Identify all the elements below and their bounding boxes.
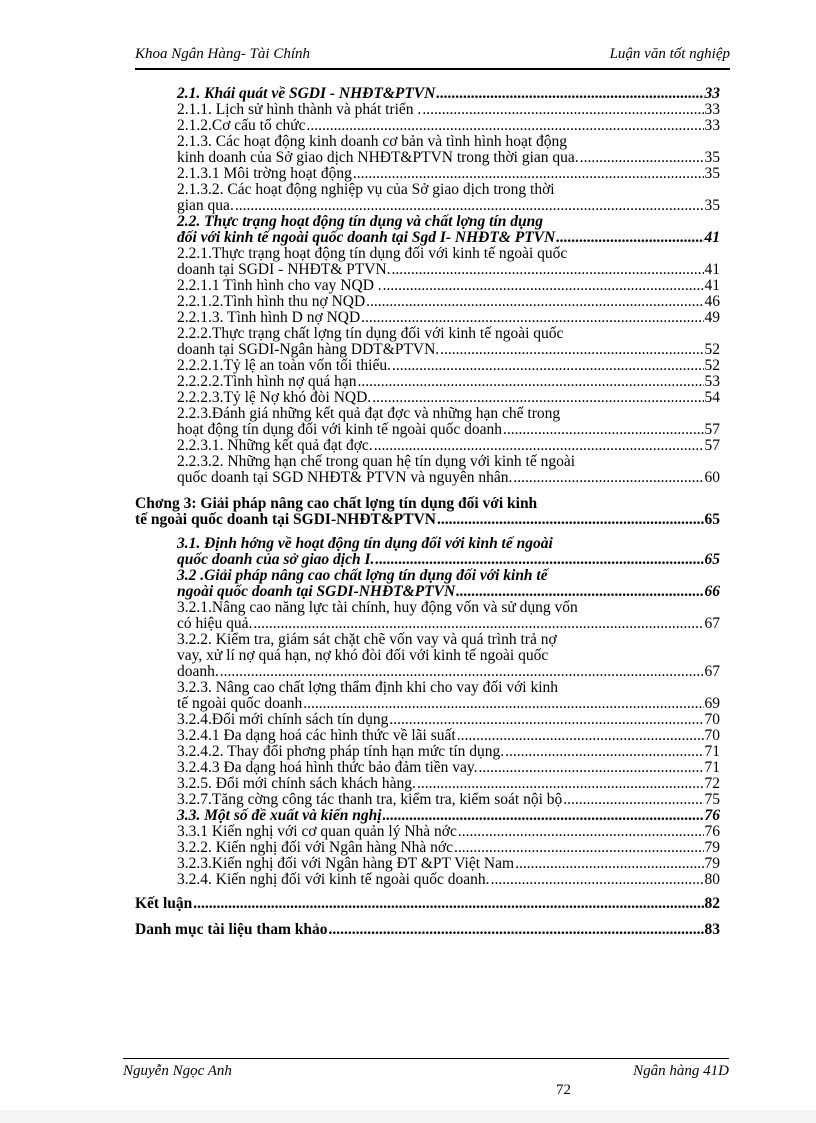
toc-leader-dots [436, 86, 703, 102]
footer-class: Ngân hàng 41D [633, 1063, 729, 1079]
toc-leader-dots [392, 262, 704, 278]
toc-entry [135, 454, 720, 486]
toc-entry [135, 358, 720, 374]
toc-entry [135, 600, 720, 632]
toc-entry [135, 536, 720, 568]
toc-entry [135, 896, 720, 912]
toc-entry-text: 2.2.2.2.Tình hình nợ quá hạn [177, 373, 357, 390]
toc-page-number: 67 [704, 615, 720, 632]
toc-page-number: 52 [704, 341, 720, 358]
toc-page-number: 76 [704, 807, 720, 824]
toc-page-number: 66 [704, 583, 720, 600]
header-faculty: Khoa Ngân Hàng- Tài Chính [135, 46, 311, 62]
toc-entry [135, 680, 720, 712]
toc-entry [135, 728, 720, 744]
toc-page-number: 33 [704, 101, 720, 118]
toc-entry-text: kinh doanh của Sở giao dịch NHĐT&PTVN trong thời gian qua. [177, 149, 579, 166]
toc-page-number: 35 [704, 165, 720, 182]
toc-page-number: 52 [704, 357, 720, 374]
toc-page-number: 53 [704, 373, 720, 390]
toc-entry-text: 3.2.2. Kiểm tra, giám sát chặt chẽ vốn vay và quá trình trả nợ [177, 631, 557, 648]
toc-entry-text: 2.1.3. Các hoạt động kinh doanh cơ bản và tình hình hoạt động [177, 133, 568, 150]
header-thesis-label: Luận văn tốt nghiệp [609, 46, 730, 62]
toc-leader-dots [366, 294, 703, 310]
toc-leader-dots [580, 150, 704, 166]
toc-entry-text: quốc doanh của sở giao dịch I. [177, 551, 375, 568]
toc-entry-text: 2.2.3.2. Những hạn chế trong quan hệ tín dụng với kinh tế ngoài [177, 453, 576, 470]
toc-entry-text: 2.1. Khái quát về SGDI - NHĐT&PTVN [177, 85, 436, 102]
toc-entry-text: 3.2.3.Kiến nghị đối với Ngân hàng ĐT &PT Việt Nam [177, 855, 515, 872]
toc-entry-text: Danh mục tài liệu tham khảo [135, 921, 328, 938]
toc-leader-dots [503, 422, 703, 438]
toc-entry-text: tế ngoài quốc doanh tại SGDI-NHĐT&PTVN [135, 511, 436, 528]
toc-leader-dots [458, 824, 704, 840]
toc-entry-text: 2.2.1.Thực trạng hoạt động tín dụng đối với kinh tế ngoài quốc [177, 245, 568, 262]
toc-entry [135, 374, 720, 390]
toc-entry-text: 2.1.3.2. Các hoạt động nghiệp vụ của Sở giao dịch trong thời [177, 181, 555, 198]
toc-page-number: 41 [704, 277, 720, 294]
toc-entry [135, 856, 720, 872]
toc-page-number: 49 [704, 309, 720, 326]
toc-entry-text: 2.2.2.1.Tỷ lệ an toàn vốn tối thiểu. [177, 357, 391, 374]
toc-entry-text: 3.3. Một số đề xuất và kiến nghị [177, 807, 382, 824]
toc-leader-dots [454, 840, 704, 856]
toc-entry [135, 294, 720, 310]
toc-entry [135, 246, 720, 278]
toc-leader-dots [491, 872, 704, 888]
toc-entry-text: doanh tại SGDI-Ngân hàng DDT&PTVN. [177, 341, 440, 358]
toc-entry-text: đối với kinh tế ngoài quốc doanh tại Sgd I- NHĐT& PTVN [177, 229, 556, 246]
toc-page-number: 46 [704, 293, 720, 310]
toc-entry [135, 840, 720, 856]
toc-entry [135, 166, 720, 182]
toc-leader-dots [392, 358, 704, 374]
toc-leader-dots [374, 438, 704, 454]
toc-leader-dots [361, 310, 703, 326]
toc-entry-text: 2.1.2.Cơ cấu tổ chức [177, 117, 306, 134]
toc-entry [135, 744, 720, 760]
toc-entry [135, 712, 720, 728]
toc-leader-dots [505, 744, 703, 760]
toc-entry [135, 776, 720, 792]
toc-page-number: 82 [704, 895, 720, 912]
toc-entry-text: 2.1.1. Lịch sử hình thành và phát triển . [177, 101, 422, 118]
toc-page-number: 80 [704, 871, 720, 888]
toc-page-number: 35 [704, 149, 720, 166]
toc-entry-text: 2.2.3.Đánh giá những kết quả đạt đợc và những hạn chế trong [177, 405, 561, 422]
toc-leader-dots [253, 616, 703, 632]
toc-leader-dots [513, 470, 703, 486]
toc-page-number: 70 [704, 711, 720, 728]
toc-leader-dots [563, 792, 703, 808]
toc-page-number: 71 [704, 743, 720, 760]
toc-page-number: 57 [704, 437, 720, 454]
toc-leader-dots [383, 278, 704, 294]
toc-entry-text: có hiệu quả. [177, 615, 253, 632]
toc-entry-text: 3.3.1 Kiến nghị với cơ quan quản lý Nhà nớc [177, 823, 457, 840]
toc-entry-text: doanh. [177, 663, 219, 680]
toc-entry [135, 632, 720, 680]
toc-page-number: 33 [704, 85, 720, 102]
toc-page-number: 75 [704, 791, 720, 808]
toc-entry [135, 102, 720, 118]
toc-entry-text: 3.2 .Giải pháp nâng cao chất lợng tín dụng đối với kinh tế [177, 567, 548, 584]
toc-entry-text: ngoài quốc doanh tại SGDI-NHĐT&PTVN [177, 583, 456, 600]
toc-page-number: 72 [704, 775, 720, 792]
toc-page-number: 83 [704, 921, 720, 938]
toc-leader-dots [307, 118, 704, 134]
toc-entry-text: gian qua. [177, 197, 234, 214]
toc-page-number: 79 [704, 855, 720, 872]
page-header [135, 44, 730, 70]
toc-entry [135, 278, 720, 294]
toc-entry [135, 406, 720, 438]
toc-leader-dots [440, 342, 703, 358]
toc-entry [135, 922, 720, 938]
toc-leader-dots [383, 808, 704, 824]
toc-entry [135, 568, 720, 600]
toc-page-number: 71 [704, 759, 720, 776]
toc-leader-dots [220, 664, 704, 680]
toc-entry-text: 3.2.4.1 Đa dạng hoá các hình thức về lãi suất [177, 727, 456, 744]
toc-entry [135, 496, 720, 528]
toc-entry-text: Kết luận [135, 895, 193, 912]
toc-page-number: 60 [704, 469, 720, 486]
toc-entry-text: 3.2.4. Kiến nghị đối với kinh tế ngoài quốc doanh. [177, 871, 490, 888]
toc-page-number: 65 [704, 551, 720, 568]
toc-page-number: 76 [704, 823, 720, 840]
toc-entry-text: 3.2.1.Nâng cao năng lực tài chính, huy động vốn và sử dụng vốn [177, 599, 578, 616]
toc-page-number: 41 [704, 229, 720, 246]
page-bottom-edge [0, 1110, 816, 1123]
table-of-contents [135, 86, 720, 938]
toc-entry-text: quốc doanh tại SGD NHĐT& PTVN và nguyên nhân. [177, 469, 513, 486]
toc-leader-dots [437, 512, 704, 528]
toc-entry [135, 872, 720, 888]
toc-entry-text: 3.2.4.3 Đa dạng hoá hình thức bảo đảm tiền vay. [177, 759, 478, 776]
toc-leader-dots [303, 696, 703, 712]
toc-entry [135, 214, 720, 246]
toc-leader-dots [479, 760, 704, 776]
toc-page-number: 57 [704, 421, 720, 438]
toc-entry-text: 3.2.4.2. Thay đổi phơng pháp tính hạn mức tín dụng. [177, 743, 505, 760]
toc-leader-dots [372, 390, 703, 406]
toc-entry [135, 390, 720, 406]
toc-page-number: 69 [704, 695, 720, 712]
toc-page-number: 35 [704, 197, 720, 214]
page-footer [123, 1058, 729, 1079]
toc-entry-text: 2.2.3.1. Những kết quả đạt đợc. [177, 437, 373, 454]
toc-entry-text: hoạt động tín dụng đối với kinh tế ngoài quốc doanh [177, 421, 503, 438]
toc-entry-text: 3.2.5. Đổi mới chính sách khách hàng. [177, 775, 416, 792]
toc-leader-dots [556, 230, 703, 246]
toc-leader-dots [457, 728, 704, 744]
toc-entry [135, 326, 720, 358]
toc-leader-dots [417, 776, 704, 792]
toc-leader-dots [358, 374, 704, 390]
toc-entry [135, 808, 720, 824]
toc-leader-dots [422, 102, 703, 118]
toc-entry-text: 3.2.7.Tăng cờng công tác thanh tra, kiểm tra, kiểm soát nội bộ [177, 791, 563, 808]
toc-page-number: 54 [704, 389, 720, 406]
toc-entry [135, 824, 720, 840]
toc-entry-text: 2.2.2.Thực trạng chất lợng tín dụng đối với kinh tế ngoài quốc [177, 325, 564, 342]
toc-page-number: 67 [704, 663, 720, 680]
toc-leader-dots [375, 552, 703, 568]
footer-author: Nguyễn Ngọc Anh [123, 1063, 232, 1079]
toc-entry-text: vay, xử lí nợ quá hạn, nợ khó đòi đối với kinh tế ngoài quốc [177, 647, 549, 664]
toc-entry-text: doanh tại SGDI - NHĐT& PTVN. [177, 261, 391, 278]
toc-page-number: 65 [704, 511, 720, 528]
toc-entry-text: Chơng 3: Giải pháp nâng cao chất lợng tín dụng đối với kinh [135, 495, 538, 512]
toc-entry-text: 3.2.2. Kiến nghị đối với Ngân hàng Nhà nớc [177, 839, 453, 856]
toc-entry [135, 118, 720, 134]
toc-entry-text: 2.2.1.3. Tình hình D nợ NQD [177, 309, 361, 326]
toc-entry [135, 438, 720, 454]
toc-page-number: 70 [704, 727, 720, 744]
toc-leader-dots [329, 922, 704, 938]
toc-entry-text: 2.1.3.1 Môi trờng hoạt động [177, 165, 352, 182]
toc-entry-text: 2.2.1.1 Tình hình cho vay NQD . [177, 277, 382, 294]
toc-entry-text: 2.2.2.3.Tỷ lệ Nợ khó đòi NQD. [177, 389, 372, 406]
toc-page-number: 41 [704, 261, 720, 278]
toc-entry-text: 3.2.4.Đổi mới chính sách tín dụng [177, 711, 389, 728]
toc-leader-dots [235, 198, 704, 214]
toc-entry [135, 792, 720, 808]
toc-leader-dots [389, 712, 703, 728]
toc-entry [135, 86, 720, 102]
toc-entry-text: tế ngoài quốc doanh [177, 695, 303, 712]
toc-leader-dots [193, 896, 703, 912]
toc-entry-text: 3.2.3. Nâng cao chất lợng thẩm định khi cho vay đối với kinh [177, 679, 559, 696]
toc-entry [135, 760, 720, 776]
toc-leader-dots [456, 584, 703, 600]
page-number: 72 [556, 1082, 571, 1098]
toc-entry [135, 134, 720, 166]
toc-entry [135, 310, 720, 326]
toc-page-number: 33 [704, 117, 720, 134]
toc-page-number: 79 [704, 839, 720, 856]
toc-entry [135, 182, 720, 214]
toc-entry-text: 3.1. Định hớng về hoạt động tín dụng đối với kinh tế ngoài [177, 535, 553, 552]
toc-entry-text: 2.2.1.2.Tình hình thu nợ NQD [177, 293, 366, 310]
toc-leader-dots [353, 166, 704, 182]
toc-entry-text: 2.2. Thực trạng hoạt động tín dụng và chất lợng tín dụng [177, 213, 544, 230]
toc-leader-dots [515, 856, 703, 872]
